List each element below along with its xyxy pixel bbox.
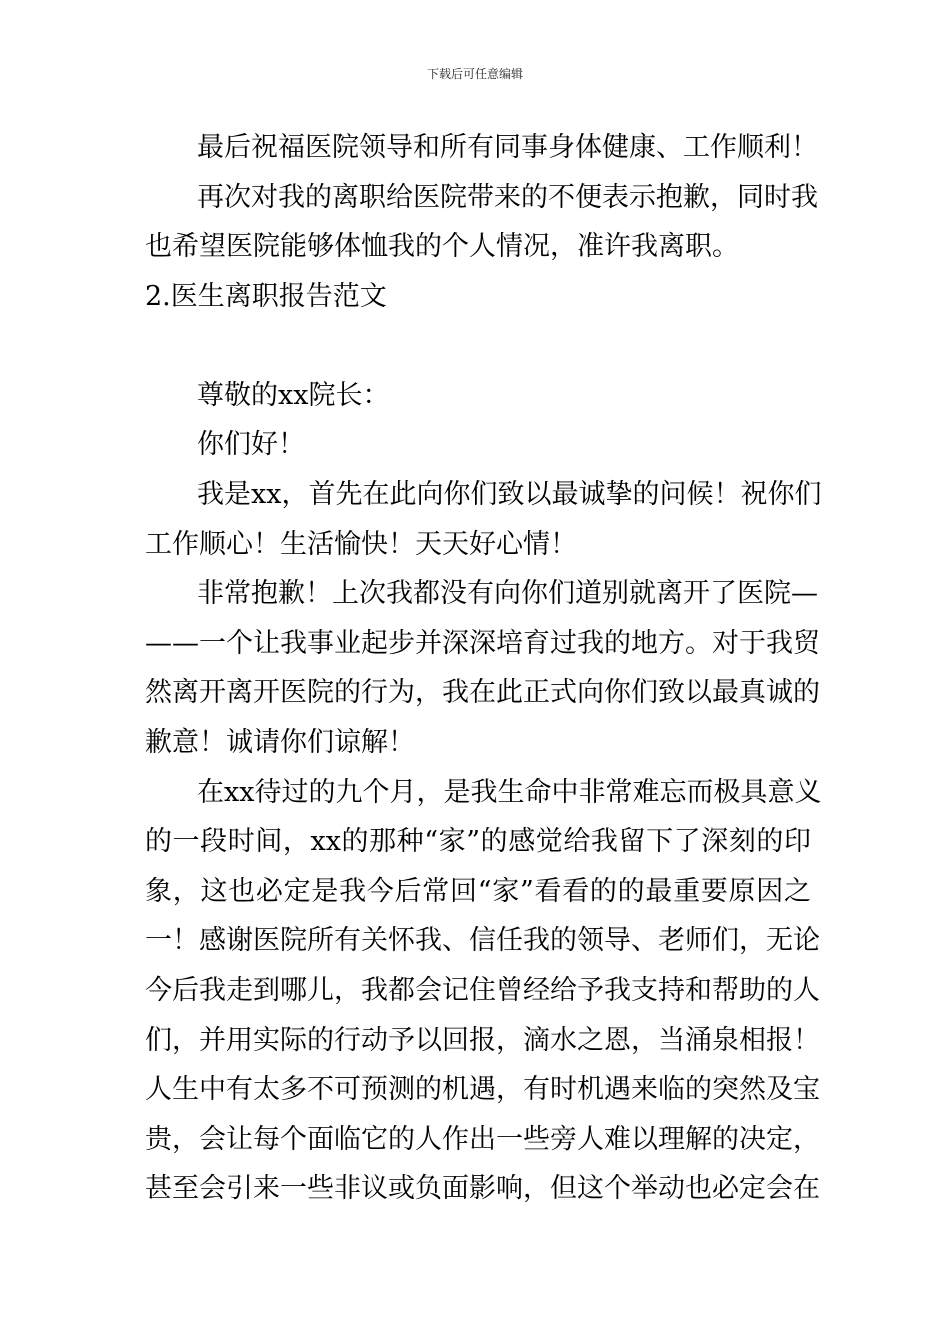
paragraph-line: 人生中有太多不可预测的机遇，有时机遇来临的突然及宝	[145, 1074, 820, 1105]
paragraph-line: 一！感谢医院所有关怀我、信任我的领导、老师们，无论	[145, 925, 820, 956]
paragraph-line: 贵，会让每个面临它的人作出一些旁人难以理解的决定，	[145, 1124, 820, 1155]
paragraph-line: 象，这也必定是我今后常回“家”看看的的最重要原因之	[145, 876, 811, 907]
page-header-note: 下载后可任意编辑	[426, 67, 523, 81]
paragraph-line: 甚至会引来一些非议或负面影响，但这个举动也必定会在	[145, 1173, 820, 1204]
paragraph-line: 我是xx，首先在此向你们致以最诚挚的问候！祝你们	[197, 479, 822, 510]
paragraph-line: 在xx待过的九个月，是我生命中非常难忘而极具意义	[197, 777, 822, 808]
paragraph-line: 最后祝福医院领导和所有同事身体健康、工作顺利！	[197, 132, 818, 163]
paragraph-line: 然离开离开医院的行为，我在此正式向你们致以最真诚的	[145, 677, 820, 708]
paragraph-line: ——一个让我事业起步并深深培育过我的地方。对于我贸	[145, 628, 820, 659]
paragraph-line: 也希望医院能够体恤我的个人情况，准许我离职。	[145, 231, 739, 262]
salutation: 尊敬的xx院长：	[197, 380, 390, 411]
section-heading: 2.医生离职报告范文	[145, 281, 387, 312]
paragraph-line: 工作顺心！生活愉快！天天好心情！	[145, 529, 577, 560]
greeting: 你们好！	[197, 429, 305, 460]
paragraph-line: 今后我走到哪儿，我都会记住曾经给予我支持和帮助的人	[145, 975, 820, 1006]
paragraph-line: 们，并用实际的行动予以回报，滴水之恩，当涌泉相报！	[145, 1025, 820, 1056]
paragraph-line: 再次对我的离职给医院带来的不便表示抱歉，同时我	[197, 182, 818, 213]
paragraph-line: 歉意！诚请你们谅解！	[145, 727, 415, 758]
paragraph-line: 的一段时间，xx的那种“家”的感觉给我留下了深刻的印	[145, 826, 811, 857]
paragraph-line: 非常抱歉！上次我都没有向你们道别就离开了医院—	[197, 578, 818, 609]
